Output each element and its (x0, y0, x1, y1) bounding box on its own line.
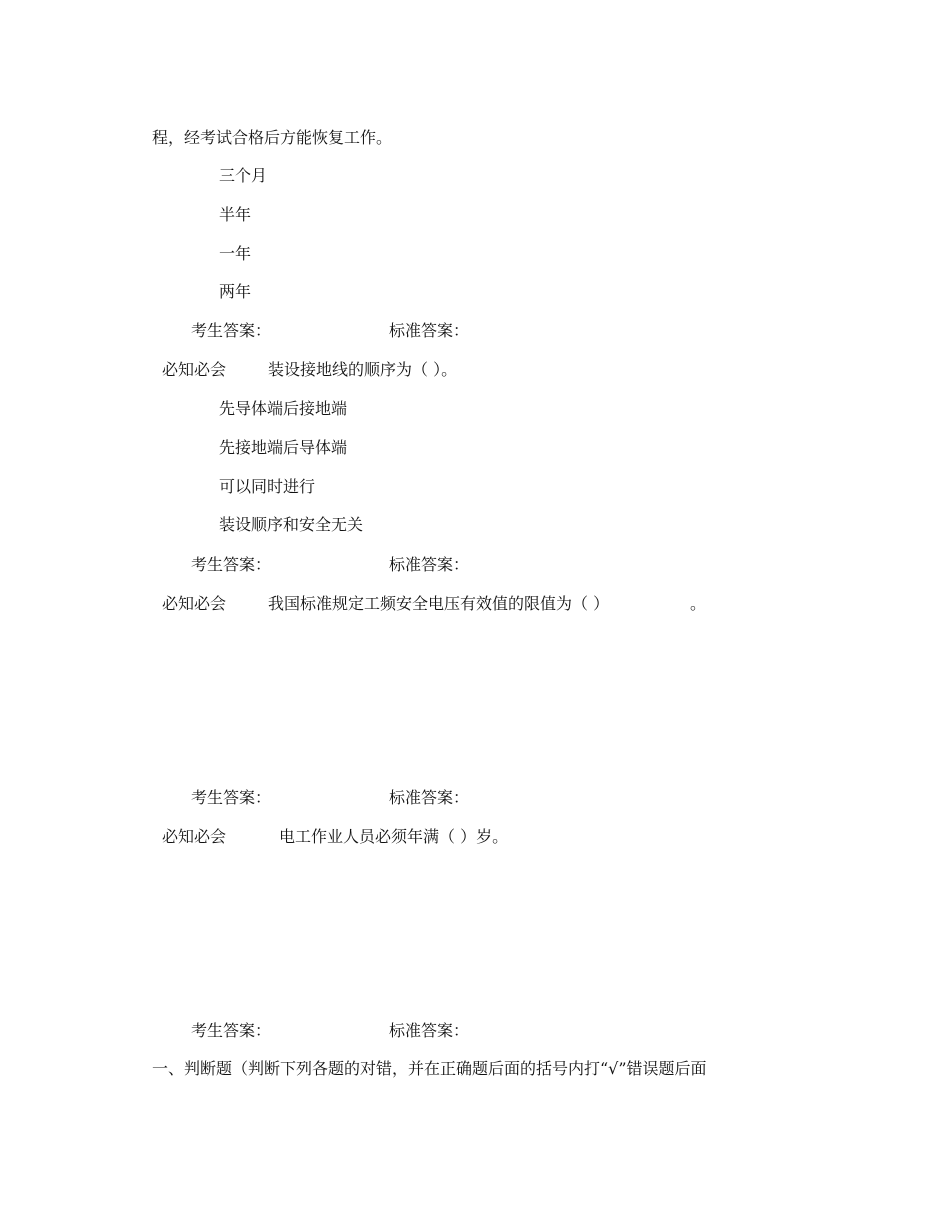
question-tag-2: 必知必会 (162, 360, 227, 379)
question-tag-4: 必知必会 (162, 827, 227, 846)
standard-answer-label-2: 标准答案： (389, 555, 470, 574)
standard-answer-label-3: 标准答案： (389, 788, 470, 807)
question-text-4: 电工作业人员必须年满（ ）岁。 (279, 827, 509, 846)
continuation-text: 程，经考试合格后方能恢复工作。 (152, 128, 393, 147)
student-answer-label-4: 考生答案： (191, 1021, 272, 1040)
option-1c: 一年 (219, 244, 252, 263)
standard-answer-label-4: 标准答案： (389, 1021, 470, 1040)
option-1d: 两年 (219, 282, 252, 301)
standard-answer-label-1: 标准答案： (389, 321, 470, 340)
question-text-3: 我国标准规定工频安全电压有效值的限值为（ ） (268, 594, 610, 613)
question-end-mark-3: 。 (690, 594, 707, 613)
option-2c: 可以同时进行 (219, 477, 316, 496)
option-2d: 装设顺序和安全无关 (219, 515, 364, 534)
option-1a: 三个月 (219, 166, 268, 185)
student-answer-label-3: 考生答案： (191, 788, 272, 807)
option-1b: 半年 (219, 205, 252, 224)
option-2a: 先导体端后接地端 (219, 399, 348, 418)
question-text-2: 装设接地线的顺序为（ ）。 (268, 360, 458, 379)
student-answer-label-2: 考生答案： (191, 555, 272, 574)
section-heading: 一、判断题（判断下列各题的对错，并在正确题后面的括号内打“√”错误题后面 (152, 1059, 707, 1078)
student-answer-label-1: 考生答案： (191, 321, 272, 340)
option-2b: 先接地端后导体端 (219, 438, 348, 457)
question-tag-3: 必知必会 (162, 594, 227, 613)
